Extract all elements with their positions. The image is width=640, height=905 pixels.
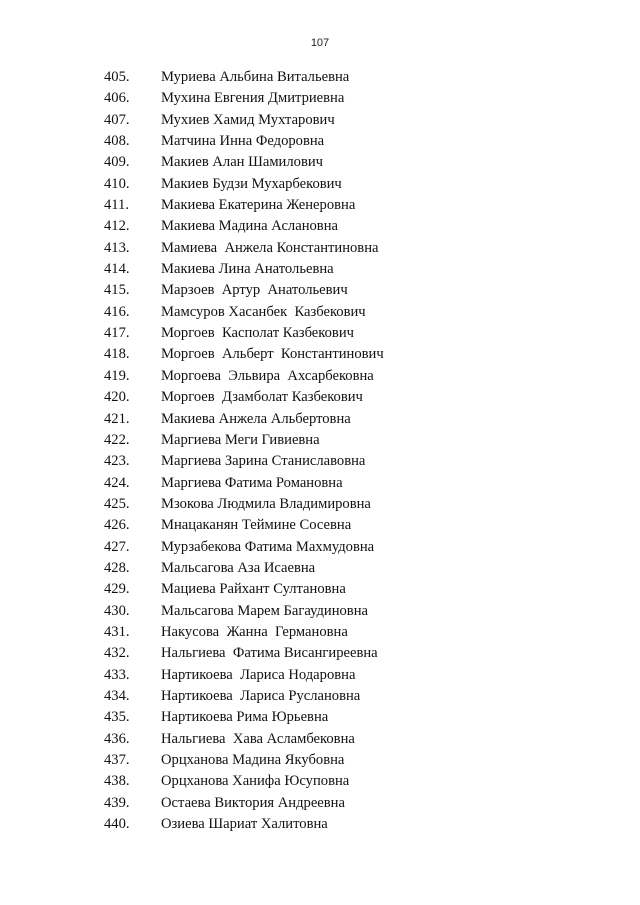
entry-number: 423.: [104, 453, 130, 470]
entry-number: 420.: [104, 389, 130, 406]
entry-number: 408.: [104, 133, 130, 150]
entry-name: Мамсуров Хасанбек Казбекович: [161, 303, 366, 320]
entry-name: Мамиева Анжела Константиновна: [161, 239, 379, 256]
list-item: [0, 750, 640, 771]
entry-name: Марзоев Артур Анатольевич: [161, 282, 348, 299]
list-item: [0, 88, 640, 109]
list-item: [0, 558, 640, 579]
entry-number: 409.: [104, 154, 130, 171]
entry-name: Моргоев Дзамболат Казбекович: [161, 389, 363, 406]
entry-name: Макиева Мадина Аслановна: [161, 218, 338, 235]
entry-number: 419.: [104, 367, 130, 384]
entry-number: 414.: [104, 261, 130, 278]
entry-number: 440.: [104, 816, 130, 833]
entry-number: 438.: [104, 773, 130, 790]
entry-name: Маргиева Фатима Романовна: [161, 474, 343, 491]
entry-number: 439.: [104, 794, 130, 811]
entry-name: Мухина Евгения Дмитриевна: [161, 90, 345, 107]
list-item: [0, 67, 640, 88]
entry-number: 426.: [104, 517, 130, 534]
list-item: [0, 729, 640, 750]
entry-name: Остаева Виктория Андреевна: [161, 794, 345, 811]
list-item: [0, 195, 640, 216]
entry-number: 422.: [104, 431, 130, 448]
list-item: [0, 494, 640, 515]
list-item: [0, 110, 640, 131]
entry-name: Мзокова Людмила Владимировна: [161, 495, 371, 512]
list-item: [0, 707, 640, 728]
entry-name: Макиева Анжела Альбертовна: [161, 410, 351, 427]
entry-name: Нартикоева Лариса Руслановна: [161, 687, 361, 704]
list-item: [0, 643, 640, 664]
list-item: [0, 366, 640, 387]
entry-number: 424.: [104, 474, 130, 491]
entry-name: Макиев Алан Шамилович: [161, 154, 323, 171]
entry-number: 437.: [104, 752, 130, 768]
list-item: [0, 686, 640, 707]
list-item: [0, 174, 640, 195]
list-item: [0, 451, 640, 472]
entry-number: 431.: [104, 623, 130, 640]
entry-name: Орцханова Мадина Якубовна: [161, 752, 345, 768]
entry-number: 413.: [104, 239, 130, 256]
entry-number: 428.: [104, 559, 130, 576]
entry-name: Матчина Инна Федоровна: [161, 133, 325, 150]
entry-number: 434.: [104, 687, 130, 704]
entry-name: Моргоев Касполат Казбекович: [161, 325, 354, 342]
list-item: [0, 387, 640, 408]
list-item: [0, 537, 640, 558]
entry-name: Нартикоева Рима Юрьевна: [161, 709, 329, 726]
entry-name: Моргоева Эльвира Ахсарбековна: [161, 367, 374, 384]
list-item: [0, 793, 640, 814]
list-item: [0, 579, 640, 600]
entry-number: 417.: [104, 325, 130, 342]
entry-number: 429.: [104, 581, 130, 598]
entry-name: Макиев Будзи Мухарбекович: [161, 175, 342, 192]
list-item: [0, 323, 640, 344]
entry-number: 415.: [104, 282, 130, 299]
name-list: [0, 67, 640, 835]
list-item: [0, 771, 640, 792]
page-number: 107: [310, 37, 330, 49]
entry-number: 425.: [104, 495, 130, 512]
list-item: [0, 430, 640, 451]
entry-name: Мурзабекова Фатима Махмудовна: [161, 538, 375, 555]
list-item: [0, 622, 640, 643]
list-item: [0, 601, 640, 622]
list-item: [0, 473, 640, 494]
entry-name: Моргоев Альберт Константинович: [161, 346, 384, 363]
entry-name: Озиева Шариат Халитовна: [161, 816, 328, 833]
entry-number: 427.: [104, 538, 130, 555]
entry-number: 412.: [104, 218, 130, 235]
entry-number: 421.: [104, 410, 130, 427]
entry-number: 405.: [104, 69, 130, 85]
entry-name: Мальсагова Аза Исаевна: [161, 559, 316, 576]
entry-name: Макиева Екатерина Женеровна: [161, 197, 356, 214]
entry-name: Маргиева Меги Гивиевна: [161, 431, 320, 448]
list-item: [0, 814, 640, 835]
list-item: [0, 259, 640, 280]
list-item: [0, 302, 640, 323]
list-item: [0, 152, 640, 173]
entry-name: Макиева Лина Анатольевна: [161, 261, 334, 278]
entry-name: Мальсагова Марем Багаудиновна: [161, 602, 368, 619]
entry-name: Нальгиева Фатима Висангиреевна: [161, 645, 378, 662]
entry-number: 411.: [104, 197, 129, 214]
entry-name: Нальгиева Хава Асламбековна: [161, 730, 355, 747]
entry-name: Мухиев Хамид Мухтарович: [161, 111, 335, 128]
entry-name: Мациева Райхант Султановна: [161, 581, 346, 598]
entry-name: Нартикоева Лариса Нодаровна: [161, 666, 356, 683]
entry-number: 435.: [104, 709, 130, 726]
entry-number: 433.: [104, 666, 130, 683]
entry-number: 416.: [104, 303, 130, 320]
list-item: [0, 280, 640, 301]
entry-number: 406.: [104, 90, 130, 107]
entry-name: Накусова Жанна Германовна: [161, 623, 348, 640]
list-item: [0, 409, 640, 430]
list-item: [0, 216, 640, 237]
entry-number: 410.: [104, 175, 130, 192]
list-item: [0, 131, 640, 152]
entry-name: Маргиева Зарина Станиславовна: [161, 453, 366, 470]
entry-number: 430.: [104, 602, 130, 619]
entry-number: 432.: [104, 645, 130, 662]
entry-number: 436.: [104, 730, 130, 747]
entry-number: 407.: [104, 111, 130, 128]
list-item: [0, 238, 640, 259]
list-item: [0, 515, 640, 536]
entry-name: Муриева Альбина Витальевна: [161, 69, 350, 85]
entry-number: 418.: [104, 346, 130, 363]
entry-name: Орцханова Ханифа Юсуповна: [161, 773, 350, 790]
list-item: [0, 344, 640, 365]
list-item: [0, 665, 640, 686]
entry-name: Мнацаканян Теймине Сосевна: [161, 517, 352, 534]
